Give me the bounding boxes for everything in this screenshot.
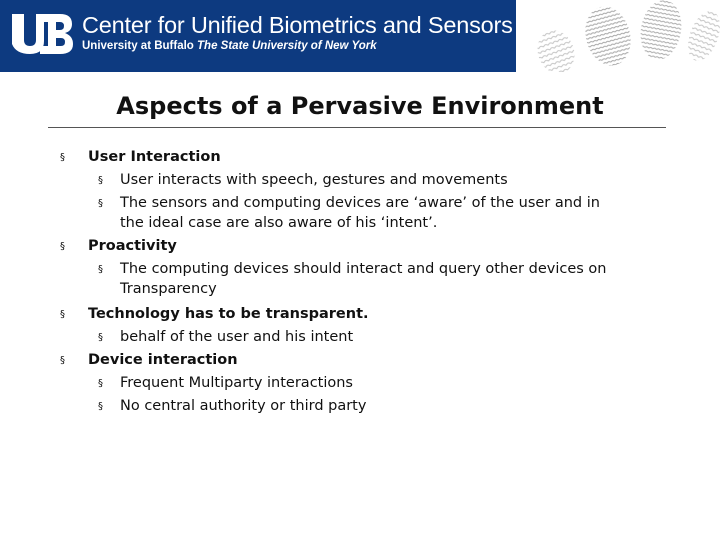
sub-bullet-icon: § (98, 175, 103, 186)
bullet-icon: § (60, 309, 65, 320)
sub-bullet-icon: § (98, 378, 103, 389)
university-name: University at Buffalo (82, 40, 194, 52)
item-user-interaction: User Interaction (88, 149, 221, 165)
sub-item: User interacts with speech, gestures and movements (120, 172, 508, 188)
sub-item: Frequent Multiparty interactions (120, 375, 353, 391)
item-proactivity: Proactivity (88, 238, 177, 254)
sub-bullet-icon: § (98, 401, 103, 412)
bullet-icon: § (60, 355, 65, 366)
state-university-name: The State University of New York (197, 40, 377, 52)
sub-item-continuation: the ideal case are also aware of his ‘intent’. (120, 215, 438, 231)
sub-item: No central authority or third party (120, 398, 367, 414)
bullet-icon: § (60, 152, 65, 163)
sub-bullet-icon: § (98, 264, 103, 275)
sub-item: The computing devices should interact and query other devices on (120, 261, 607, 277)
sub-item-continuation: Transparency (120, 281, 217, 297)
org-title: Center for Unified Biometrics and Sensors (82, 12, 513, 38)
slide-title: Aspects of a Pervasive Environment (116, 92, 604, 120)
sub-item: behalf of the user and his intent (120, 329, 354, 345)
item-technology-transparent: Technology has to be transparent. (88, 306, 369, 322)
item-device-interaction: Device interaction (88, 352, 238, 368)
sub-bullet-icon: § (98, 332, 103, 343)
sub-item: The sensors and computing devices are ‘aware’ of the user and in (120, 195, 600, 211)
sub-bullet-icon: § (98, 198, 103, 209)
bullet-icon: § (60, 241, 65, 252)
